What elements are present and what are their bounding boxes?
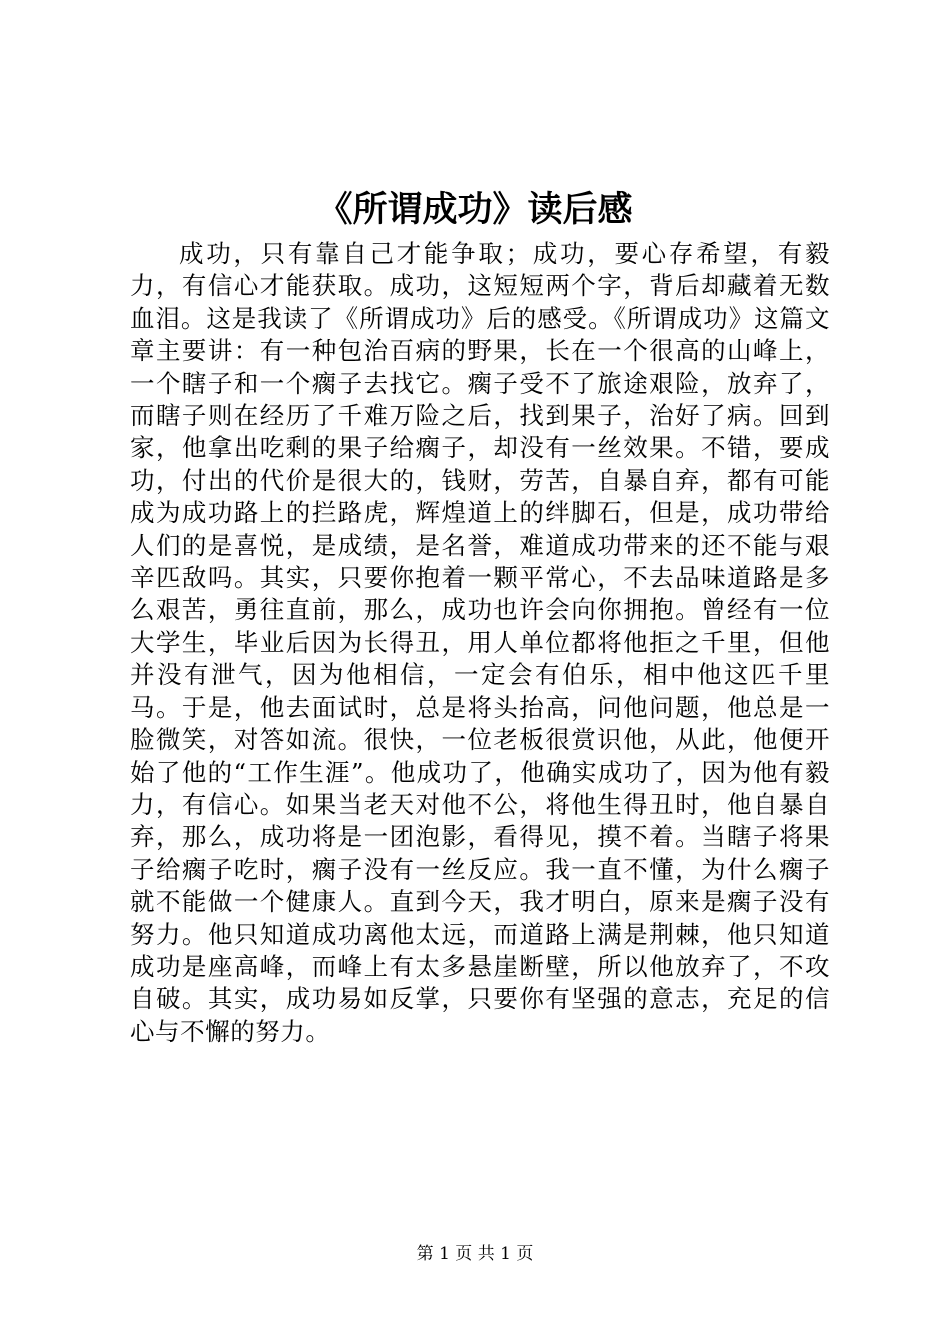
page-number-footer: 第 1 页 共 1 页	[416, 1244, 534, 1264]
document-body-paragraph: 成功，只有靠自己才能争取；成功，要心存希望，有毅力，有信心才能获取。成功，这短短两个字，背后却藏着无数血泪。这是我读了《所谓成功》后的感受。《所谓成功》这篇文章主要讲：有一种包治百病的野果，长在一个很高的山峰上，一个瞎子和一个瘸子去找它。瘸子受不了旅途艰险，放弃了，而瞎子则在经历了千难万险之后，找到果子，治好了病。回到家，他拿出吃剩的果子给瘸子，却没有一丝效果。不错，要成功，付出的代价是很大的，钱财，劳苦，自暴自弃，都有可能成为成功路上的拦路虎，辉煌道上的绊脚石，但是，成功带给人们的是喜悦，是成绩，是名誉，难道成功带来的还不能与艰辛匹敌吗。其实，只要你抱着一颗平常心，不去品味道路是多么艰苦，勇往直前，那么，成功也许会向你拥抱。曾经有一位大学生，毕业后因为长得丑，用人单位都将他拒之千里，但他并没有泄气，因为他相信，一定会有伯乐，相中他这匹千里马。于是，他去面试时，总是将头抬高，问他问题，他总是一脸微笑，对答如流。很快，一位老板很赏识他，从此，他便开始了他的“工作生涯”。他成功了，他确实成功了，因为他有毅力，有信心。如果当老天对他不公，将他生得丑时，他自暴自弃，那么，成功将是一团泡影，看得见，摸不着。当瞎子将果子给瘸子吃时，瘸子没有一丝反应。我一直不懂，为什么瘸子就不能做一个健康人。直到今天，我才明白，原来是瘸子没有努力。他只知道成功离他太远，而道路上满是荆棘，他只知道成功是座高峰，而峰上有太多悬崖断壁，所以他放弃了，不攻自破。其实，成功易如反掌，只要你有坚强的意志，充足的信心与不懈的努力。	[130, 239, 830, 1046]
document-title: 《所谓成功》读后感	[317, 189, 633, 230]
